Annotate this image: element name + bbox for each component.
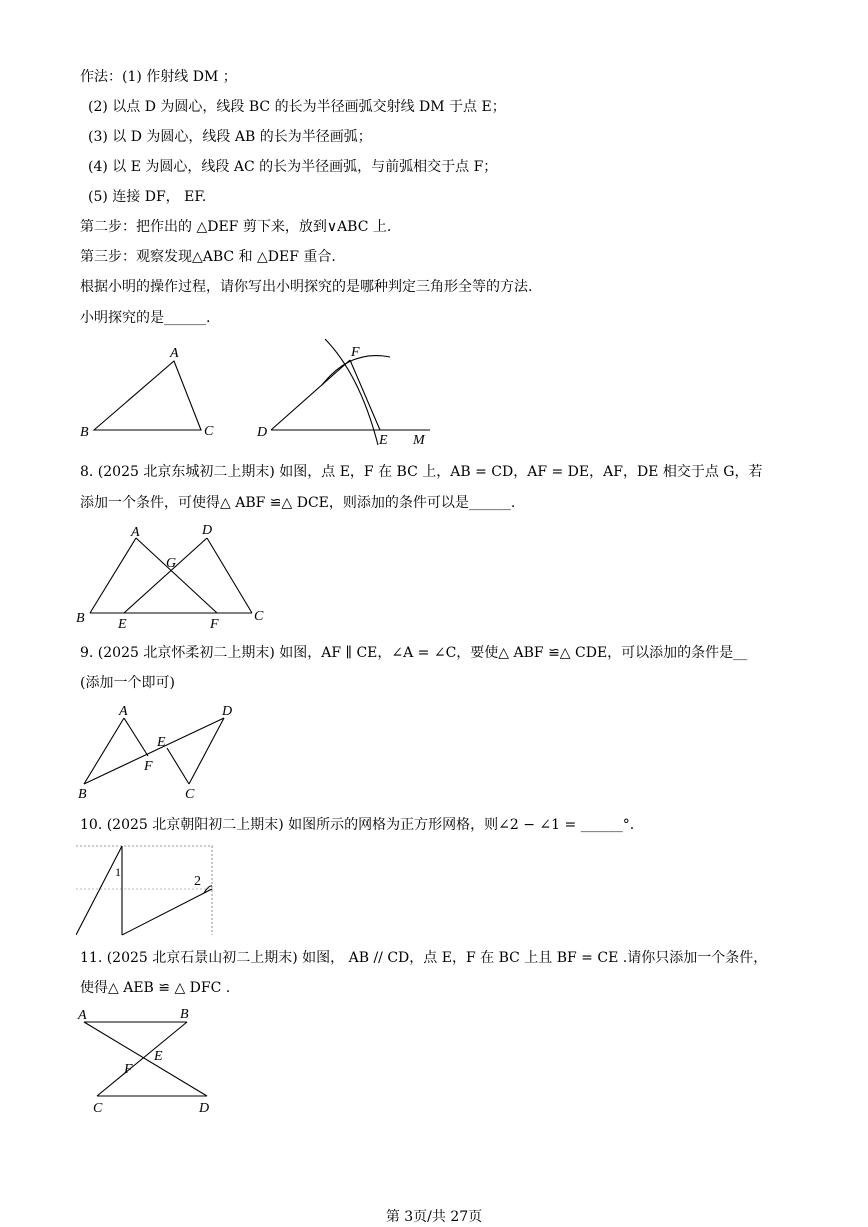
label-c: C <box>254 609 264 624</box>
question-9-line-2: (添加一个即可) <box>80 675 175 691</box>
label-g: G <box>166 556 177 571</box>
question-11-line-1: 11. (2025 北京石景山初二上期末) 如图， AB // CD，点 E，F 在 BC 上且 BF = CE .请你只添加一个条件， <box>80 950 768 966</box>
label-a: A <box>170 346 179 361</box>
question-8-figure <box>72 518 272 633</box>
question-9-figure <box>72 700 252 805</box>
label-b: B <box>80 425 89 440</box>
label-e: E <box>157 735 166 750</box>
label-a: A <box>78 1008 87 1023</box>
label-e: E <box>154 1049 163 1064</box>
question-8-line-2: 添加一个条件，可使得△ ABF ≌△ DCE，则添加的条件可以是______. <box>80 495 516 511</box>
question-10-grid-figure <box>76 840 221 940</box>
answer-blank-line: 小明探究的是______. <box>80 310 211 326</box>
angle-1-label: 1 <box>115 865 121 879</box>
second-step: 第二步：把作出的 △DEF 剪下来，放到∨ABC 上. <box>80 219 392 235</box>
question-8-line-1: 8. (2025 北京东城初二上期末) 如图，点 E，F 在 BC 上，AB = CD，AF = DE，AF，DE 相交于点 G，若 <box>80 464 763 480</box>
label-m: M <box>413 433 425 448</box>
label-d: D <box>202 523 213 538</box>
label-b: B <box>78 787 87 802</box>
angle-2-label: 2 <box>194 874 201 889</box>
method-step-2: (2) 以点 D 为圆心，线段 BC 的长为半径画弧交射线 DM 于点 E； <box>88 99 506 115</box>
label-a: A <box>119 704 128 719</box>
label-f: F <box>351 345 360 360</box>
label-f: F <box>144 759 153 774</box>
question-11-line-2: 使得△ AEB ≌ △ DFC . <box>80 980 231 996</box>
label-c: C <box>93 1101 103 1116</box>
question-11-figure <box>72 1005 232 1120</box>
label-f: F <box>124 1062 133 1077</box>
label-c: C <box>185 787 195 802</box>
third-step: 第三步：观察发现△ABC 和 △DEF 重合. <box>80 249 336 265</box>
page-footer: 第 3页/共 27页 <box>385 1209 483 1225</box>
label-b: B <box>76 611 85 626</box>
question-9-line-1: 9. (2025 北京怀柔初二上期末) 如图，AF ∥ CE，∠A = ∠C，要使△ ABF ≌△ CDE，可以添加的条件是__ <box>80 645 748 661</box>
label-e: E <box>379 433 388 448</box>
question-10-line-1: 10. (2025 北京朝阳初二上期末) 如图所示的网格为正方形网格，则∠2 − ∠1 = ______°. <box>80 817 635 833</box>
label-b: B <box>180 1007 189 1022</box>
label-e: E <box>118 617 127 632</box>
label-c: C <box>204 424 214 439</box>
construction-figure <box>70 335 440 450</box>
label-d: D <box>199 1101 210 1116</box>
label-d: D <box>222 704 233 719</box>
label-d: D <box>257 425 268 440</box>
step1-method-line: 作法：(1) 作射线 DM ； <box>80 69 237 85</box>
method-step-3: (3) 以 D 为圆心，线段 AB 的长为半径画弧； <box>88 129 372 145</box>
method-step-5: (5) 连接 DF， EF. <box>88 189 207 205</box>
method-step-4: (4) 以 E 为圆心，线段 AC 的长为半径画弧，与前弧相交于点 F； <box>88 159 498 175</box>
question-prompt: 根据小明的操作过程，请你写出小明探究的是哪种判定三角形全等的方法. <box>80 279 533 295</box>
label-a: A <box>131 525 140 540</box>
label-f: F <box>210 617 219 632</box>
